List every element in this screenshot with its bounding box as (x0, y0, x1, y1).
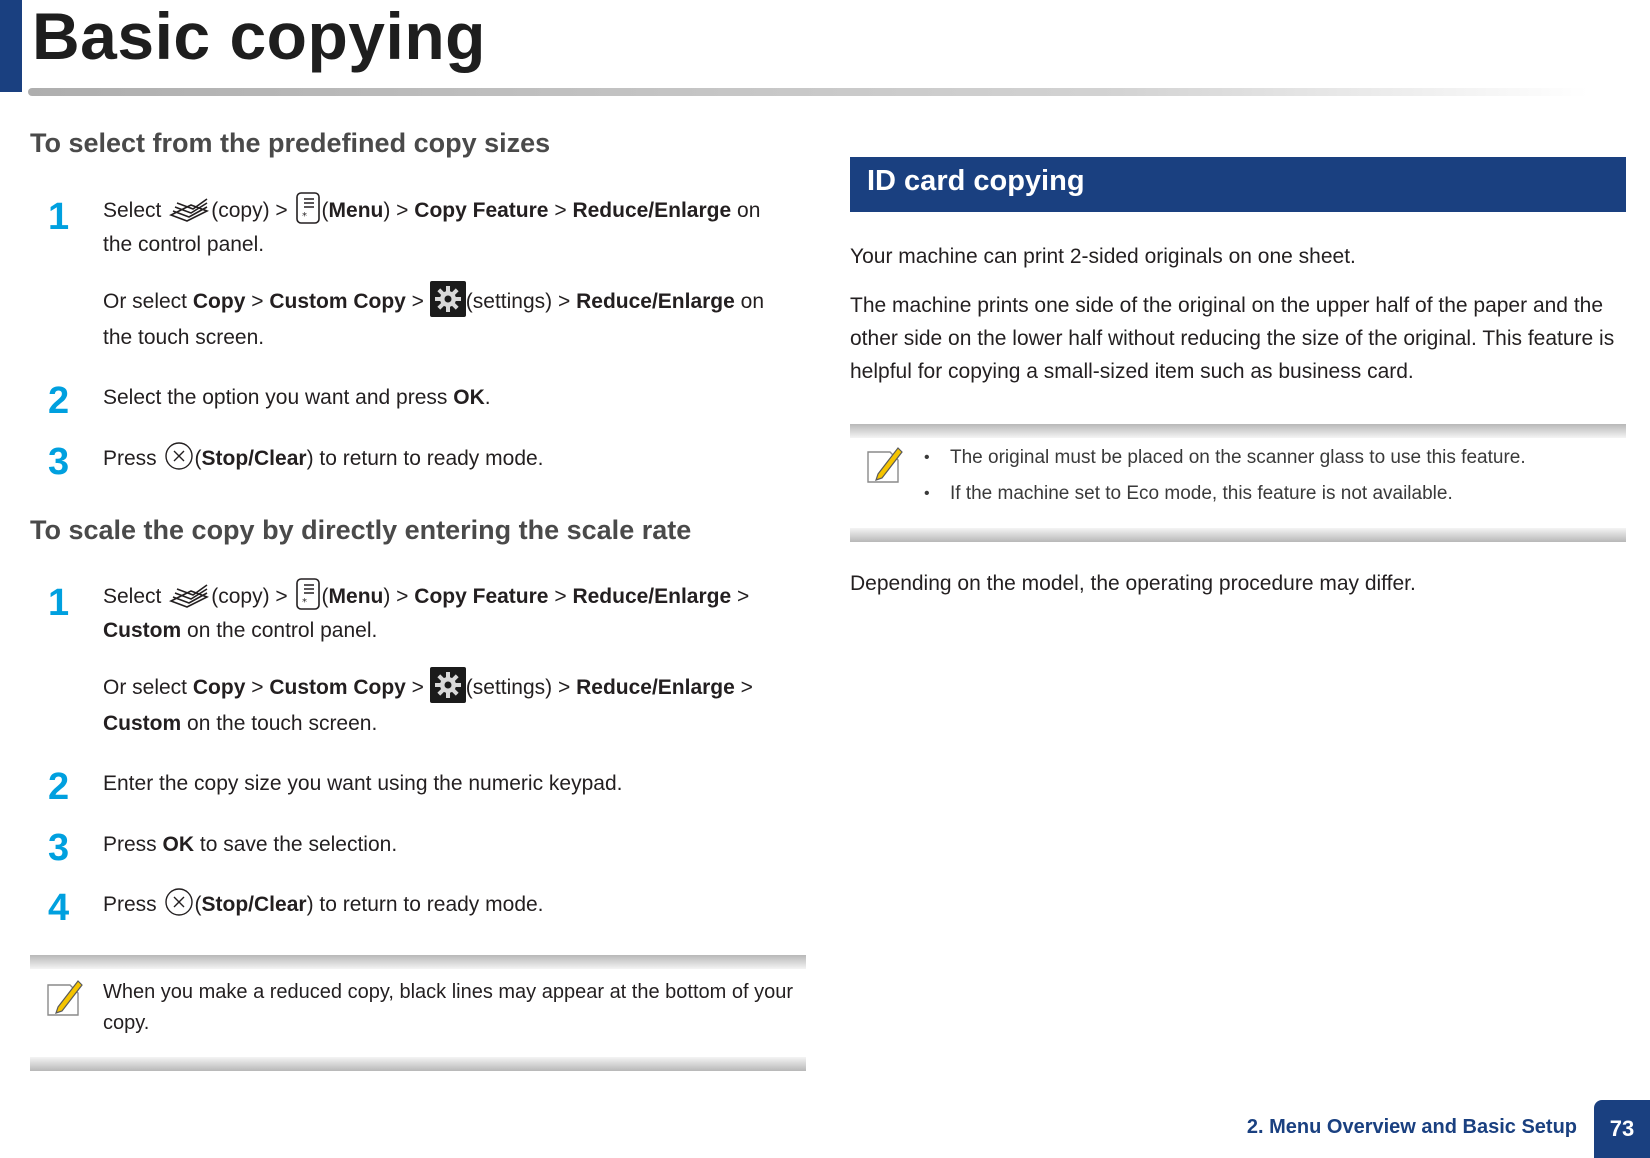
step-alt-text: Or select Copy > Custom Copy > (settings) > Reduce/Enlarge on the touch screen. (103, 284, 803, 356)
step-text: Select the option you want and press OK. (103, 386, 491, 409)
note-bottom-rule (30, 1057, 806, 1071)
step-number: 2 (48, 766, 70, 808)
svg-text:*: * (301, 597, 307, 609)
step-number: 3 (48, 441, 70, 483)
section-heading-predefined: To select from the predefined copy sizes (30, 128, 551, 158)
menu-icon (294, 577, 322, 611)
step-text: Select (copy) > * (Menu) > Copy Feature > Reduce/Enlarge > Custom on the control panel. (103, 580, 803, 647)
page-number: 73 (1594, 1100, 1650, 1158)
stop-clear-icon (163, 886, 195, 918)
step-text: Press (Stop/Clear) to return to ready mode. (103, 442, 803, 475)
page-title: Basic copying (32, 0, 486, 73)
step-number: 3 (48, 827, 70, 869)
step-text: Press (Stop/Clear) to return to ready mode. (103, 888, 803, 921)
copy-icon (167, 579, 211, 609)
title-accent-bar (0, 0, 22, 92)
step-number: 2 (48, 380, 70, 422)
footer-chapter: 2. Menu Overview and Basic Setup (1246, 1116, 1577, 1138)
section-banner-title: ID card copying (867, 165, 1085, 197)
note-list-item: • If the machine set to Eco mode, this feature is not available. (920, 476, 1620, 512)
step-number: 4 (48, 887, 70, 929)
paragraph: The machine prints one side of the original on the upper half of the paper and the other side on the lower half without reducing the size of the original. This feature is helpful for copying a small-sized item such as business card. (850, 294, 1615, 383)
title-rule (28, 88, 1588, 96)
note-box (30, 955, 806, 1071)
menu-icon (294, 191, 322, 225)
section-banner (850, 157, 1626, 212)
note-list-item: • The original must be placed on the scanner glass to use this feature. (920, 440, 1620, 476)
note-top-rule (30, 955, 806, 969)
settings-icon (430, 281, 466, 317)
paragraph: Your machine can print 2-sided originals on one sheet. (850, 245, 1356, 268)
copy-icon (167, 193, 211, 223)
svg-text:*: * (301, 211, 307, 223)
note-box (850, 424, 1626, 542)
step-number: 1 (48, 582, 70, 624)
step-text: Press OK to save the selection. (103, 833, 398, 856)
note-list (920, 440, 1620, 512)
section-heading-scale-rate: To scale the copy by directly entering the scale rate (30, 515, 692, 545)
settings-icon (430, 667, 466, 703)
note-top-rule (850, 424, 1626, 438)
step-alt-text: Or select Copy > Custom Copy > (settings) > Reduce/Enlarge > Custom on the touch screen. (103, 670, 803, 742)
step-text: Enter the copy size you want using the numeric keypad. (103, 772, 623, 795)
note-pencil-icon (864, 444, 904, 486)
note-text: When you make a reduced copy, black lines may appear at the bottom of your copy. (103, 981, 793, 1034)
note-pencil-icon (44, 977, 84, 1019)
paragraph: Depending on the model, the operating procedure may differ. (850, 572, 1416, 595)
step-number: 1 (48, 196, 70, 238)
note-bottom-rule (850, 528, 1626, 542)
step-text: Select (copy) > * (Menu) > Copy Feature > Reduce/Enlarge on the control panel. (103, 194, 803, 261)
stop-clear-icon (163, 440, 195, 472)
